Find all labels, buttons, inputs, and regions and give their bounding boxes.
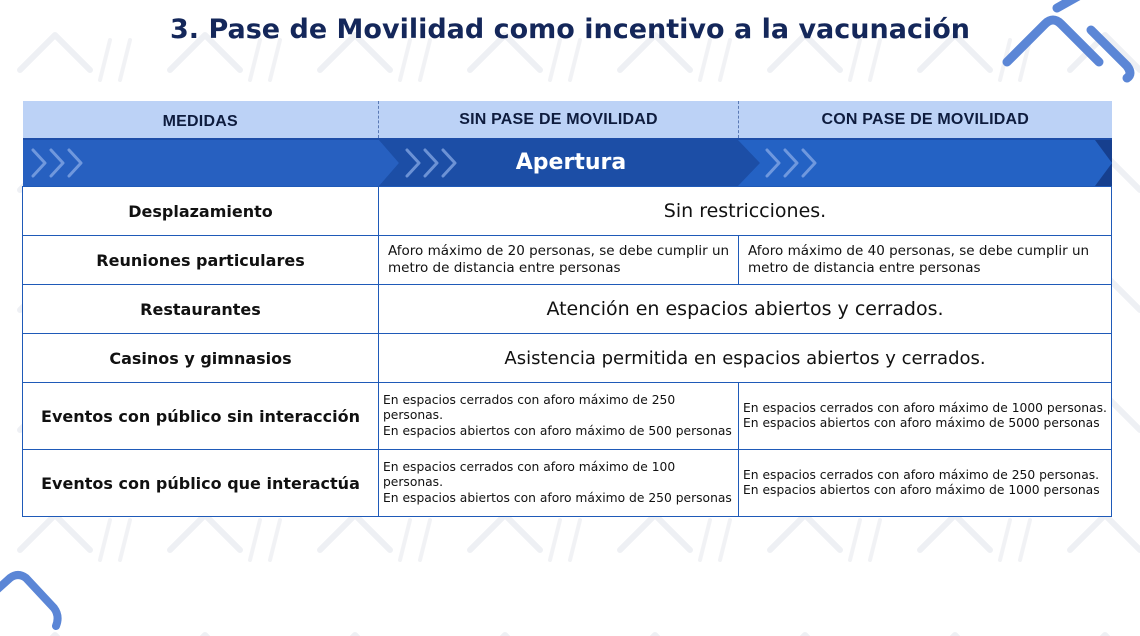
- value-line: En espacios cerrados con aforo máximo de 1000 personas.: [743, 400, 1107, 415]
- phase-label: Apertura: [515, 150, 627, 175]
- without-pass-value: Aforo máximo de 20 personas, se debe cumplir un metro de distancia entre personas: [379, 236, 739, 285]
- table-row-restaurantes: [23, 285, 1112, 334]
- measures-table: [22, 101, 1112, 517]
- value-line: En espacios cerrados con aforo máximo de 250 personas.: [383, 392, 676, 423]
- corner-chevron-logo-bottom: [0, 566, 70, 636]
- table-row-eventos-interactua: [23, 450, 1112, 517]
- slide-title: 3. Pase de Movilidad como incentivo a la vacunación: [170, 14, 970, 45]
- table-row-reuniones: [23, 236, 1112, 285]
- phase-band: [23, 140, 1112, 186]
- measure-label: Restaurantes: [23, 285, 379, 334]
- header-without-pass: SIN PASE DE MOVILIDAD: [379, 101, 739, 139]
- with-pass-value: [739, 383, 1112, 450]
- merged-value: Asistencia permitida en espacios abiertos y cerrados.: [379, 334, 1112, 383]
- value-line: En espacios abiertos con aforo máximo de 5000 personas: [743, 416, 1100, 430]
- measure-label: Eventos con público sin interacción: [23, 383, 379, 450]
- measure-label: Reuniones particulares: [23, 236, 379, 285]
- measure-label: Desplazamiento: [23, 187, 379, 236]
- merged-value: Sin restricciones.: [379, 187, 1112, 236]
- table-row-desplazamiento: [23, 187, 1112, 236]
- phase-band-row: [23, 139, 1112, 187]
- with-pass-value: Aforo máximo de 40 personas, se debe cumplir un metro de distancia entre personas: [739, 236, 1112, 285]
- value-line: En espacios cerrados con aforo máximo de 250 personas.: [743, 467, 1100, 482]
- merged-value: Atención en espacios abiertos y cerrados.: [379, 285, 1112, 334]
- table-row-casinos: [23, 334, 1112, 383]
- measure-label: Eventos con público que interactúa: [23, 450, 379, 517]
- header-measures: MEDIDAS: [23, 101, 379, 139]
- without-pass-value: [379, 383, 739, 450]
- value-line: En espacios abiertos con aforo máximo de 250 personas: [383, 490, 732, 505]
- value-line: En espacios cerrados con aforo máximo de 100 personas.: [383, 459, 676, 490]
- table-header-row: [23, 101, 1112, 139]
- table-row-eventos-sin-interaccion: [23, 383, 1112, 450]
- value-line: En espacios abiertos con aforo máximo de 1000 personas: [743, 483, 1100, 497]
- value-line: En espacios abiertos con aforo máximo de 500 personas: [383, 423, 732, 438]
- measure-label: Casinos y gimnasios: [23, 334, 379, 383]
- header-with-pass: CON PASE DE MOVILIDAD: [739, 101, 1112, 139]
- with-pass-value: [739, 450, 1112, 517]
- without-pass-value: [379, 450, 739, 517]
